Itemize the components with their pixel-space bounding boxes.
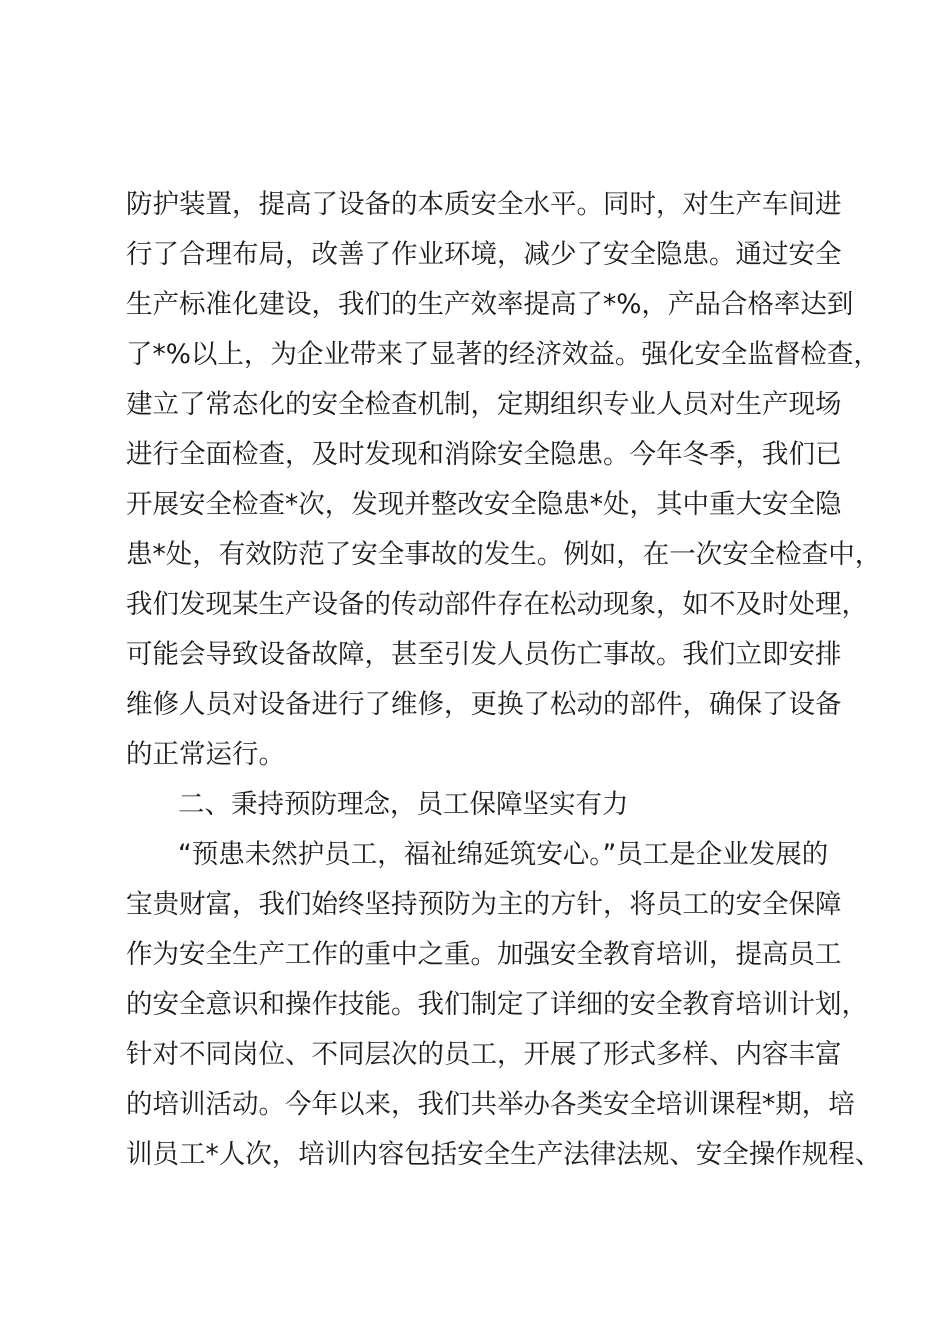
paragraph-line: 防护装置，提高了设备的本质安全水平。同时，对生产车间进 bbox=[126, 189, 842, 220]
section-heading: 二、秉持预防理念，员工保障坚实有力 bbox=[178, 789, 629, 820]
paragraph-line: 维修人员对设备进行了维修，更换了松动的部件，确保了设备 bbox=[126, 689, 842, 720]
paragraph-line: 开展安全检查*次，发现并整改安全隐患*处，其中重大安全隐 bbox=[126, 489, 842, 520]
paragraph-line: 的培训活动。今年以来，我们共举办各类安全培训课程*期，培 bbox=[126, 1089, 855, 1120]
document-body bbox=[126, 180, 886, 1180]
paragraph-line: 可能会导致设备故障，甚至引发人员伤亡事故。我们立即安排 bbox=[126, 639, 842, 670]
paragraph-line: 针对不同岗位、不同层次的员工，开展了形式多样、内容丰富 bbox=[126, 1039, 842, 1070]
paragraph-line: 行了合理布局，改善了作业环境，减少了安全隐患。通过安全 bbox=[126, 239, 842, 270]
paragraph-line: 作为安全生产工作的重中之重。加强安全教育培训，提高员工 bbox=[126, 939, 842, 970]
paragraph-line: 的正常运行。 bbox=[126, 739, 285, 770]
paragraph-line: “预患未然护员工，福祉绵延筑安心。”员工是企业发展的 bbox=[178, 839, 829, 870]
paragraph-line: 建立了常态化的安全检查机制，定期组织专业人员对生产现场 bbox=[126, 389, 842, 420]
paragraph-line: 我们发现某生产设备的传动部件存在松动现象，如不及时处理， bbox=[126, 589, 868, 620]
paragraph-line: 宝贵财富，我们始终坚持预防为主的方针，将员工的安全保障 bbox=[126, 889, 842, 920]
paragraph-line: 训员工*人次，培训内容包括安全生产法律法规、安全操作规程、 bbox=[126, 1139, 882, 1170]
paragraph-line: 生产标准化建设，我们的生产效率提高了*%，产品合格率达到 bbox=[126, 289, 854, 320]
paragraph-line: 患*处，有效防范了安全事故的发生。例如，在一次安全检查中， bbox=[126, 539, 882, 570]
paragraph-line: 的安全意识和操作技能。我们制定了详细的安全教育培训计划， bbox=[126, 989, 868, 1020]
paragraph-line: 进行全面检查，及时发现和消除安全隐患。今年冬季，我们已 bbox=[126, 439, 842, 470]
paragraph-line: 了*%以上，为企业带来了显著的经济效益。强化安全监督检查， bbox=[126, 339, 880, 370]
